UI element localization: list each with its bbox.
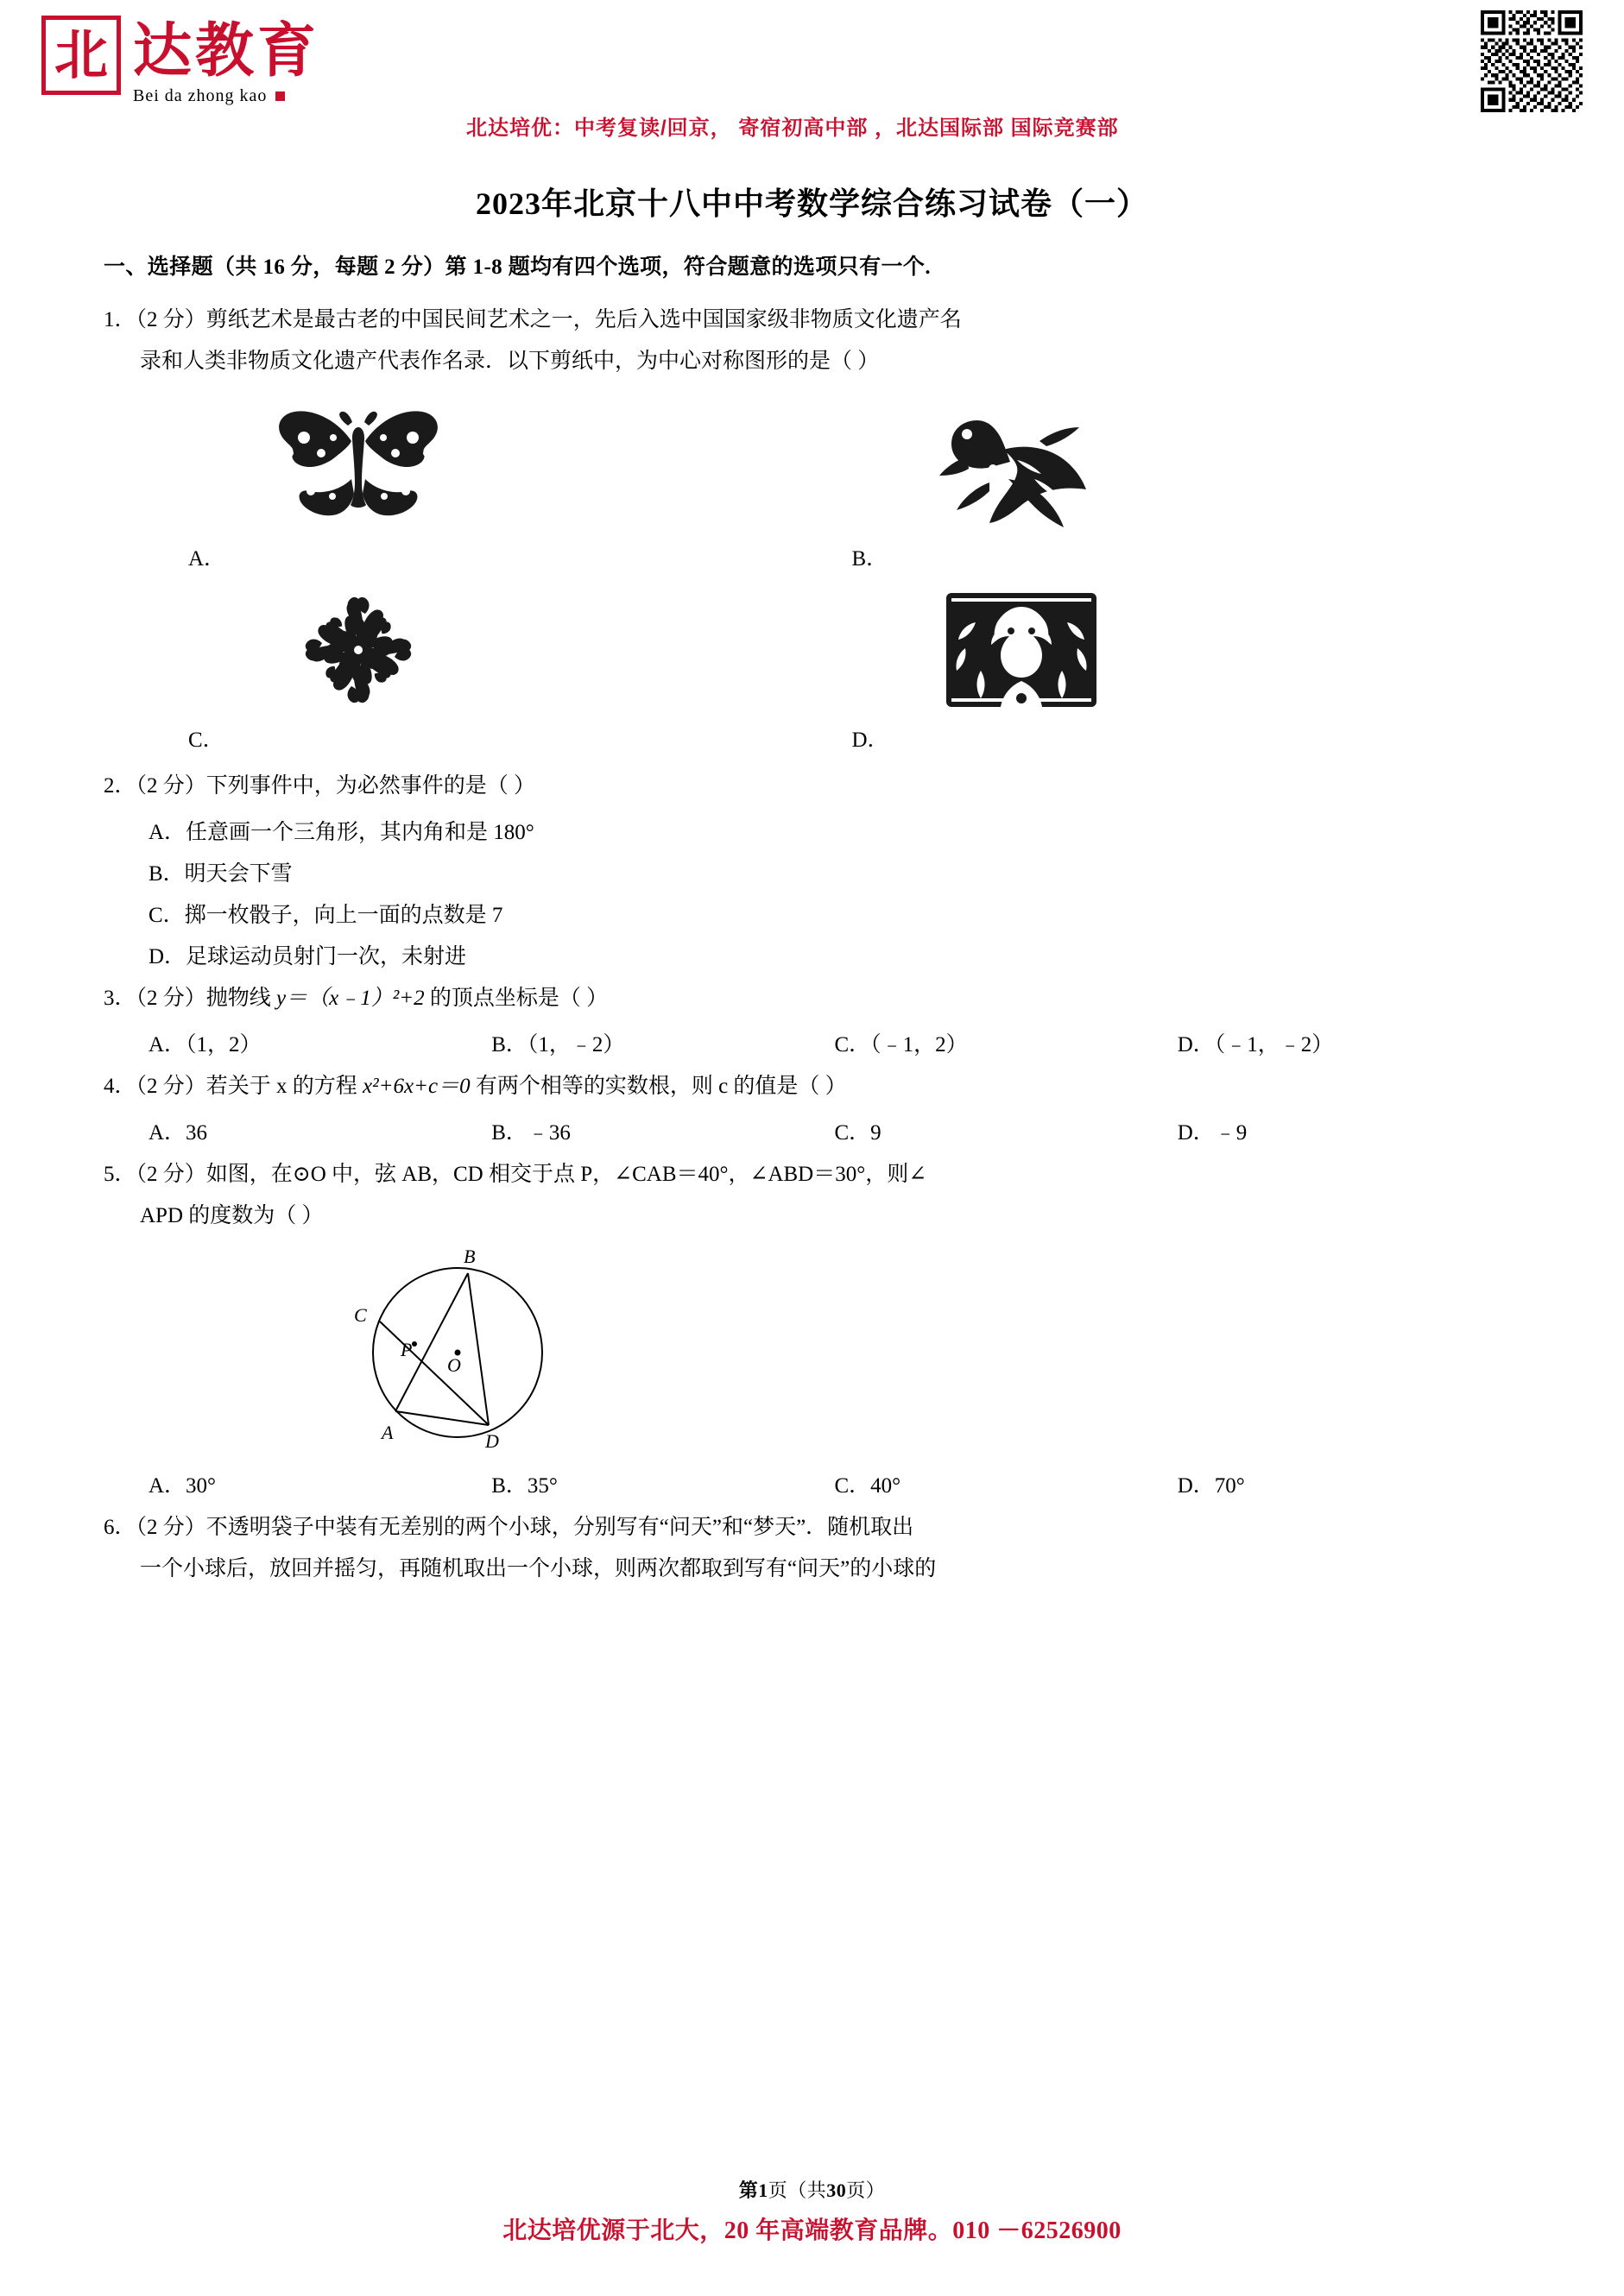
question-1-number: 1． [104, 308, 136, 331]
page-title: 2023年北京十八中中考数学综合练习试卷（一） [475, 186, 1148, 221]
option-c-label: C． [188, 729, 224, 752]
butterfly-papercut-icon [250, 396, 466, 541]
question-5-options [104, 1466, 1520, 1507]
question-3-formula: y＝（x﹣1）²+2 [276, 987, 425, 1010]
question-2-text: 下列事件中，为必然事件的是（ ） [205, 774, 536, 798]
page-footer [0, 2176, 1624, 2246]
question-6-line-2: 一个小球后，放回并摇匀，再随机取出一个小球，则两次都取到写有“问天”的小球的 [140, 1557, 937, 1580]
question-1-line-1 [104, 300, 1520, 341]
question-2-option-d[interactable]: D．足球运动员射门一次，未射进 [148, 945, 467, 968]
question-5-number: 5． [104, 1163, 136, 1186]
question-1 [104, 300, 1520, 382]
question-5-line-2: APD 的度数为（ ） [140, 1204, 324, 1227]
question-3-option-a[interactable]: A．（1，2） [148, 1033, 262, 1057]
question-3-stem [104, 978, 1520, 1019]
question-3-option-c[interactable]: C．（﹣1，2） [834, 1033, 968, 1057]
question-4-formula: x²+6x+c＝0 [363, 1075, 471, 1098]
question-6-number: 6． [104, 1516, 136, 1539]
question-4-text-pre: 若关于 x 的方程 [205, 1075, 363, 1098]
footer-page-prefix: 第 [738, 2179, 759, 2201]
question-4-option-d[interactable]: D．﹣9 [1177, 1121, 1248, 1145]
question-3-option-b[interactable]: B．（1，﹣2） [491, 1033, 625, 1057]
question-3-score: （2 分） [136, 987, 206, 1010]
question-4-option-c[interactable]: C．9 [834, 1121, 882, 1145]
option-b-cell[interactable] [801, 394, 1464, 576]
figure-row-cd [138, 576, 1520, 757]
question-4-stem [104, 1066, 1520, 1107]
question-5-text-1: 如图，在⊙O 中，弦 AB，CD 相交于点 P，∠CAB＝40°，∠ABD＝30°，则∠ [205, 1163, 927, 1186]
question-3 [104, 978, 1520, 1019]
question-2-stem [104, 766, 1520, 807]
question-5-figure [104, 1242, 1520, 1462]
logo-english-name [133, 86, 319, 106]
question-5-option-b[interactable]: B．35° [491, 1474, 558, 1498]
option-c-cell[interactable] [138, 576, 801, 757]
question-1-figures [104, 394, 1520, 757]
question-6 [104, 1507, 1520, 1590]
label-P: P [401, 1339, 413, 1360]
question-4 [104, 1066, 1520, 1107]
question-4-text-post: 有两个相等的实数根，则 c 的值是（ ） [470, 1075, 847, 1098]
label-D: D [485, 1430, 499, 1452]
label-O: O [447, 1354, 461, 1376]
question-1-line-2: 录和人类非物质文化遗产代表作名录．以下剪纸中，为中心对称图形的是（ ） [140, 350, 880, 373]
question-1-score: （2 分） [136, 308, 206, 331]
question-2-option-a[interactable]: A．任意画一个三角形，其内角和是 180° [148, 821, 534, 844]
question-3-options [104, 1025, 1520, 1066]
figure-row-ab [138, 394, 1520, 576]
page-number-line [0, 2176, 1624, 2203]
question-3-text-pre: 抛物线 [205, 987, 277, 1010]
question-4-options [104, 1113, 1520, 1154]
option-b-label: B． [851, 547, 888, 571]
footer-brand-line: 北达培优源于北大，20 年高端教育品牌。010 －62526900 [502, 2217, 1122, 2244]
question-5-option-d[interactable]: D．70° [1177, 1474, 1245, 1498]
question-4-option-a[interactable]: A．36 [148, 1121, 208, 1145]
question-3-option-d[interactable]: D．（﹣1，﹣2） [1177, 1033, 1334, 1057]
fish-papercut-icon [913, 577, 1129, 722]
question-1-text-1: 剪纸艺术是最古老的中国民间艺术之一，先后入选中国国家级非物质文化遗产名 [205, 308, 962, 331]
snowflake-papercut-icon [250, 577, 466, 722]
question-2 [104, 766, 1520, 807]
question-6-text-1: 不透明袋子中装有无差别的两个小球，分别写有“问天”和“梦天”．随机取出 [205, 1516, 914, 1539]
option-d-label: D． [851, 729, 889, 752]
logo-chinese-name: 达教育 [133, 18, 320, 84]
brand-logo [41, 16, 319, 106]
footer-page-number: 1 [758, 2179, 768, 2201]
question-4-number: 4． [104, 1075, 136, 1098]
question-5-line-1 [104, 1154, 1520, 1195]
page-header [0, 0, 1624, 164]
qr-code-icon [1481, 10, 1583, 112]
footer-page-total: 30 [826, 2179, 847, 2201]
label-A: A [382, 1422, 394, 1443]
option-d-cell[interactable] [801, 576, 1464, 757]
question-3-text-post: 的顶点坐标是（ ） [424, 987, 609, 1010]
question-6-line-1 [104, 1507, 1520, 1549]
option-a-cell[interactable] [138, 394, 801, 576]
question-5-option-a[interactable]: A．30° [148, 1474, 217, 1498]
logo-text [133, 19, 319, 106]
question-4-score: （2 分） [136, 1075, 206, 1098]
logo-seal-icon: 北 [41, 16, 121, 95]
logo-english-text: Bei da zhong kao [133, 86, 268, 105]
question-2-option-c[interactable]: C．掷一枚骰子，向上一面的点数是 7 [148, 904, 503, 927]
question-2-number: 2． [104, 774, 136, 798]
question-2-option-b[interactable]: B．明天会下雪 [148, 862, 293, 886]
circle-chords-diagram-icon [328, 1242, 587, 1458]
question-6-score: （2 分） [136, 1516, 206, 1539]
question-5 [104, 1154, 1520, 1237]
question-3-number: 3． [104, 987, 136, 1010]
section-heading: 一、选择题（共 16 分，每题 2 分）第 1-8 题均有四个选项，符合题意的选项只有一个. [104, 255, 931, 279]
question-5-score: （2 分） [136, 1163, 206, 1186]
label-B: B [464, 1246, 476, 1267]
footer-page-mid: 页（共 [768, 2179, 827, 2201]
option-a-label: A． [188, 547, 226, 571]
footer-page-suffix: 页） [846, 2179, 886, 2201]
question-2-score: （2 分） [136, 774, 206, 798]
label-C: C [354, 1304, 367, 1326]
red-square-icon [275, 91, 285, 101]
header-tagline: 北达培优：中考复读/回京， 寄宿初高中部 ，北达国际部 国际竞赛部 [466, 117, 1119, 140]
question-4-option-b[interactable]: B．﹣36 [491, 1121, 571, 1145]
birds-papercut-icon [913, 396, 1129, 541]
question-5-option-c[interactable]: C．40° [834, 1474, 901, 1498]
